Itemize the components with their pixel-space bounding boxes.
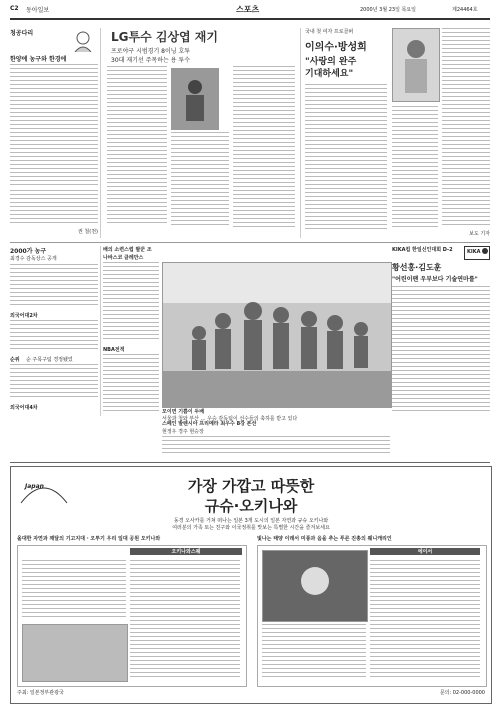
boxA-body (103, 262, 159, 342)
ad-footer-left: 주최: 일본정부관광국 (17, 690, 64, 696)
section-number: C2 (10, 5, 19, 12)
middle-boxes (100, 246, 163, 416)
column-title: 청공다리 (10, 30, 34, 37)
soccer-ball-icon (482, 248, 488, 254)
interview-quote-1: "사랑의 완주 (305, 57, 357, 67)
lead-body-mid (171, 132, 229, 228)
interview-quote-2: 기대하세요" (305, 69, 354, 79)
ad-footer-right: 문의: 02-000-0000 (439, 690, 485, 696)
box3-sub: 순 주목구팀 경정됐었 (26, 357, 73, 363)
paper-name: 동아일보 (26, 7, 50, 14)
box1-body (10, 264, 98, 308)
lead-body-right (233, 66, 295, 228)
interview-body (305, 84, 387, 232)
person-icon (70, 30, 96, 52)
columnist-illustration (70, 30, 96, 52)
ad-left-box-title: 오키나와스퀘 (130, 548, 242, 555)
pitcher-figure-icon (172, 69, 218, 129)
kika-block (392, 246, 490, 416)
ad-left-map-photo (22, 624, 128, 682)
ad-right-panel (257, 545, 487, 687)
ad-right-list-1 (370, 560, 480, 680)
boxB-title: NBA전적 (103, 347, 125, 353)
right-reporter: 보도 기자 (469, 231, 490, 237)
right-body-1 (442, 28, 490, 228)
section-divider-2 (10, 462, 490, 463)
pitcher-photo (171, 68, 219, 130)
kika-quote: "어린이팬 우부보다 기술연마를" (392, 276, 478, 283)
box2-title: 외국어대2차 (10, 313, 38, 319)
page-header (10, 4, 490, 16)
boxC-body (162, 436, 390, 456)
lead-subhead-2: 30대 재기선 주목하는 용 투수 (111, 57, 191, 64)
boxC-sub: 현정우 경주 현승장 (162, 429, 204, 435)
ad-right-box-title: 에이서 (370, 548, 480, 555)
kika-name: 황선홍·김도훈 (392, 263, 442, 272)
left-body-text-2 (10, 190, 98, 226)
ad-headline-2: 규슈·오키나와 (204, 497, 298, 515)
photo-caption-text: 서울과 청와 부산 … 우승 감독팀이 선수들의 축하를 받고 있다 (162, 416, 298, 422)
boxB-body (103, 354, 159, 412)
left-author: 권 철(천) (78, 229, 98, 235)
kika-logo (464, 246, 490, 260)
ad-left-title: 올대한 자연과 깨달의 기고지대 · 오투기 우리 일대 공원 오키나와 (17, 536, 161, 542)
ad-left-list-1 (22, 560, 126, 620)
lead-body-left (107, 66, 167, 226)
issue-number: 제24464호 (452, 7, 478, 13)
header-rule (10, 18, 490, 20)
boxA-title: 배의 소련스럽 팔꾼 조 (103, 247, 152, 253)
kika-logo-text: KIKA (467, 249, 481, 255)
ad-left-list-2 (130, 560, 240, 680)
advertisement (10, 466, 492, 704)
box1-sub: 최경수 감독상스 공개 (10, 256, 57, 262)
box4-title: 외국어대4차 (10, 405, 38, 411)
lead-headline: LG투수 김상엽 재기 (111, 30, 218, 44)
interview-name: 이의수·방성희 (305, 42, 367, 53)
date-line: 2000년 3월 23일 목요일 (360, 7, 417, 13)
ad-headline-1: 가장 가깝고 따뜻한 (187, 477, 315, 495)
interview-block (300, 28, 391, 238)
lower-story (162, 420, 390, 456)
ad-left-panel (17, 545, 247, 687)
right-body-2 (392, 106, 438, 228)
photo-caption-title: 모이면 기쁨이 두배 (162, 409, 205, 415)
section-divider-1 (10, 242, 490, 243)
ad-right-list-2 (262, 624, 366, 680)
box3-title: 순위 (10, 357, 20, 363)
kika-header: KIKA컵 한일신인대회 D-2 (392, 247, 453, 253)
lower-left (10, 246, 98, 416)
left-body-text (10, 64, 98, 188)
ad-logo-text: Japan (25, 483, 44, 490)
ad-intro-2: 여러분의 가족 또는 친구와 이국정취를 맛보는 특별한 시간을 즐겨보세요 (172, 525, 330, 531)
box3-body (10, 364, 98, 400)
ad-right-photo (262, 550, 368, 622)
interview-kicker: 국내 첫 여자 프로골퍼 (305, 29, 354, 35)
section-title: 스포츠 (236, 5, 260, 14)
boxA-sub: 나바스코 클레만스 (103, 255, 144, 261)
ad-intro-1: 동경 오사카를 거쳐 떠나는 일본 3개 도시의 일본 자연과 규슈 오키나와 (173, 518, 329, 524)
left-column (10, 28, 98, 238)
golfer-photo (392, 28, 440, 102)
sun-icon (263, 551, 367, 621)
boxC-title: 스페인 발렌시아 프리메라 최우수 8강 본선 (162, 421, 257, 427)
right-column (392, 28, 490, 238)
golfer-figure-icon (393, 29, 439, 101)
ad-right-title: 빛나는 태양 이래서 미풍과 음을 추는 푸른 진총의 웨니캐리인 (257, 536, 392, 542)
kika-body (392, 286, 490, 412)
box2-body (10, 320, 98, 352)
celebration-photo (162, 262, 392, 408)
lead-story (100, 28, 303, 238)
celebration-crowd-icon (163, 263, 391, 407)
left-headline: 한양에 농구와 한경에 (10, 56, 67, 63)
lead-subhead-1: 프로야구 시범경기 8이닝 호투 (111, 48, 191, 55)
box1-title: 2000가 농구 (10, 248, 47, 255)
